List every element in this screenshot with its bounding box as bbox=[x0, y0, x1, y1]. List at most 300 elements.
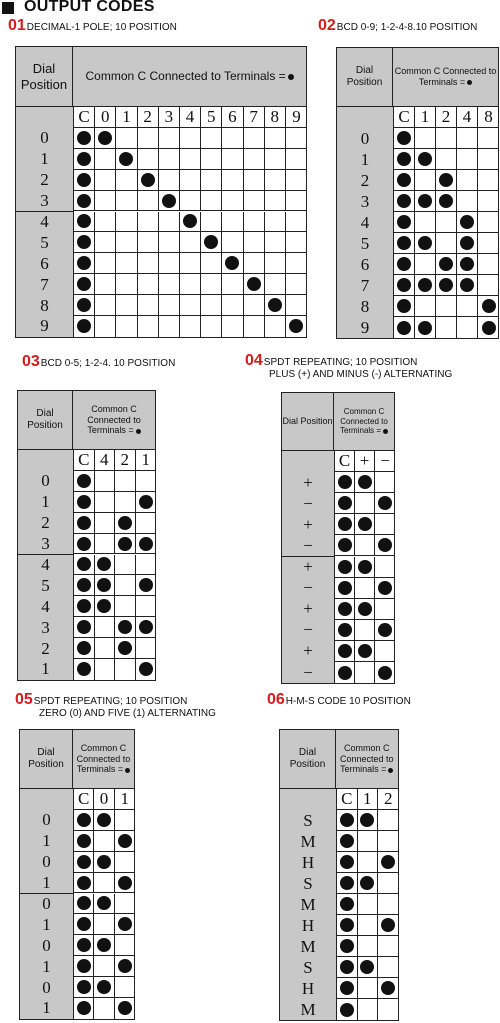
grid-cell bbox=[375, 578, 395, 599]
table-row bbox=[337, 275, 499, 296]
grid-cell bbox=[378, 852, 399, 873]
grid-cell bbox=[94, 873, 114, 894]
connection-dot-icon bbox=[418, 236, 432, 250]
dial-position-value: 3 bbox=[16, 191, 74, 213]
grid-cell bbox=[358, 831, 379, 852]
grid-cell bbox=[115, 914, 135, 935]
table-row bbox=[282, 493, 395, 514]
grid-cell bbox=[355, 493, 375, 514]
terminal-header-blank bbox=[282, 451, 335, 473]
connection-dot-icon bbox=[97, 599, 111, 613]
grid-cell bbox=[415, 170, 436, 191]
grid-cell bbox=[286, 316, 307, 337]
terminal-label: C bbox=[74, 450, 95, 471]
connection-dot-icon bbox=[77, 474, 91, 488]
grid-cell bbox=[457, 296, 478, 317]
grid-cell bbox=[74, 149, 95, 170]
grid-cell bbox=[355, 514, 375, 535]
connection-dot-icon bbox=[183, 214, 197, 228]
connection-dot-icon bbox=[338, 644, 352, 658]
grid-cell bbox=[95, 274, 116, 295]
grid-cell bbox=[95, 596, 116, 617]
connection-dot-icon bbox=[97, 557, 111, 571]
table-row bbox=[18, 659, 156, 680]
grid-cell bbox=[358, 894, 379, 915]
grid-cell bbox=[478, 296, 499, 317]
grid-cell bbox=[74, 638, 95, 659]
grid-cell bbox=[478, 254, 499, 275]
grid-cell bbox=[436, 317, 457, 338]
grid-cell bbox=[335, 557, 355, 578]
connection-dot-icon bbox=[397, 321, 411, 335]
connection-dot-icon bbox=[340, 960, 354, 974]
table-row bbox=[337, 149, 499, 170]
grid-cell bbox=[436, 254, 457, 275]
grid-cell bbox=[138, 170, 159, 191]
section-subtitle: PLUS (+) AND MINUS (-) ALTERNATING bbox=[269, 369, 453, 380]
grid-cell bbox=[74, 810, 94, 831]
grid-cell bbox=[286, 191, 307, 212]
dial-position-value: + bbox=[282, 472, 335, 494]
grid-cell bbox=[358, 873, 379, 894]
table-row bbox=[20, 831, 135, 852]
connection-dot-icon bbox=[139, 495, 153, 509]
grid-cell bbox=[136, 596, 157, 617]
grid-cell bbox=[74, 852, 94, 873]
grid-cell bbox=[394, 191, 415, 212]
grid-cell bbox=[457, 128, 478, 149]
dial-position-value: 4 bbox=[16, 212, 74, 234]
connection-dot-icon bbox=[418, 278, 432, 292]
grid-cell bbox=[394, 149, 415, 170]
dial-position-value: 5 bbox=[16, 232, 74, 254]
section-heading-06 bbox=[267, 691, 411, 708]
section-title: BCD 0-9; 1-2-4-8.10 POSITION bbox=[336, 22, 478, 33]
grid-cell bbox=[74, 977, 94, 998]
connection-dot-icon bbox=[139, 578, 153, 592]
dial-position-value: 4 bbox=[18, 596, 74, 618]
connection-dot-icon bbox=[482, 321, 496, 335]
grid-cell bbox=[244, 149, 265, 170]
table-header bbox=[280, 730, 398, 789]
dial-position-value: + bbox=[282, 641, 335, 663]
grid-cell bbox=[201, 170, 222, 191]
grid-cell bbox=[74, 191, 95, 212]
grid-cell bbox=[116, 149, 137, 170]
dial-position-value: + bbox=[282, 514, 335, 536]
table-row bbox=[20, 873, 135, 894]
section-number: 06 bbox=[267, 691, 285, 708]
grid-cell bbox=[74, 212, 95, 233]
grid-cell bbox=[286, 232, 307, 253]
grid-cell bbox=[378, 936, 399, 957]
dial-position-value: H bbox=[280, 978, 337, 1000]
connection-dot-icon bbox=[358, 560, 372, 574]
connection-dot-icon bbox=[118, 959, 132, 973]
terminal-header-row bbox=[18, 450, 156, 471]
dial-position-value: 3 bbox=[18, 534, 74, 556]
grid-cell bbox=[378, 957, 399, 978]
dial-position-value: 4 bbox=[337, 212, 394, 234]
grid-cell bbox=[244, 191, 265, 212]
dial-position-value: 6 bbox=[16, 253, 74, 275]
dial-position-value: 1 bbox=[20, 956, 74, 978]
grid-cell bbox=[265, 128, 286, 149]
terminal-label: 5 bbox=[201, 107, 222, 128]
grid-cell bbox=[337, 894, 358, 915]
grid-cell bbox=[180, 149, 201, 170]
grid-cell bbox=[378, 915, 399, 936]
grid-cell bbox=[358, 999, 379, 1020]
connection-dot-icon bbox=[77, 1001, 91, 1015]
terminal-label: 0 bbox=[95, 107, 116, 128]
section-number: 02 bbox=[318, 17, 336, 34]
table-row bbox=[282, 472, 395, 493]
section-number: 05 bbox=[15, 691, 33, 708]
grid-cell bbox=[138, 316, 159, 337]
table-row bbox=[20, 852, 135, 873]
grid-cell bbox=[74, 894, 94, 915]
grid-cell bbox=[478, 191, 499, 212]
grid-cell bbox=[136, 471, 157, 492]
grid-cell bbox=[180, 212, 201, 233]
grid-cell bbox=[180, 253, 201, 274]
grid-cell bbox=[222, 316, 243, 337]
table-row bbox=[337, 212, 499, 233]
grid-cell bbox=[180, 191, 201, 212]
grid-cell bbox=[95, 534, 116, 555]
grid-cell bbox=[337, 852, 358, 873]
grid-cell bbox=[222, 274, 243, 295]
common-c-header bbox=[393, 48, 498, 106]
grid-cell bbox=[180, 295, 201, 316]
grid-cell bbox=[74, 831, 94, 852]
terminal-label: 8 bbox=[265, 107, 286, 128]
grid-cell bbox=[94, 977, 114, 998]
grid-cell bbox=[375, 620, 395, 641]
dial-position-value: 3 bbox=[337, 191, 394, 213]
grid-cell bbox=[74, 914, 94, 935]
section-heading-03 bbox=[22, 353, 176, 370]
grid-cell bbox=[375, 535, 395, 556]
dial-position-value: 1 bbox=[20, 831, 74, 853]
connection-dot-icon bbox=[97, 980, 111, 994]
output-code-table-06 bbox=[279, 729, 399, 1021]
dial-position-value: − bbox=[282, 535, 335, 557]
dial-position-value: H bbox=[280, 852, 337, 874]
grid-cell bbox=[136, 492, 157, 513]
terminal-label: C bbox=[335, 451, 355, 472]
connection-dot-icon bbox=[139, 620, 153, 634]
grid-cell bbox=[159, 212, 180, 233]
grid-cell bbox=[180, 128, 201, 149]
connection-dot-icon bbox=[439, 173, 453, 187]
table-row bbox=[20, 956, 135, 977]
grid-cell bbox=[115, 977, 135, 998]
terminal-label: 0 bbox=[94, 789, 114, 810]
grid-cell bbox=[375, 514, 395, 535]
table-row bbox=[337, 254, 499, 275]
connection-dot-icon bbox=[77, 813, 91, 827]
grid-cell bbox=[95, 191, 116, 212]
connection-dot-icon bbox=[225, 256, 239, 270]
connection-dot-icon bbox=[378, 666, 392, 680]
table-row bbox=[18, 555, 156, 576]
terminal-label: 2 bbox=[138, 107, 159, 128]
table-row bbox=[16, 212, 307, 233]
grid-cell bbox=[74, 575, 95, 596]
grid-cell bbox=[436, 296, 457, 317]
grid-cell bbox=[115, 555, 136, 576]
grid-cell bbox=[355, 472, 375, 493]
terminal-label: 1 bbox=[358, 789, 379, 810]
grid-cell bbox=[457, 191, 478, 212]
grid-cell bbox=[337, 936, 358, 957]
table-row bbox=[280, 852, 399, 873]
grid-cell bbox=[244, 295, 265, 316]
dial-position-value: − bbox=[282, 620, 335, 642]
grid-cell bbox=[159, 191, 180, 212]
connection-dot-icon bbox=[162, 194, 176, 208]
grid-cell bbox=[478, 149, 499, 170]
grid-cell bbox=[457, 317, 478, 338]
dot-icon bbox=[467, 80, 472, 85]
grid-cell bbox=[337, 873, 358, 894]
dial-position-value: 6 bbox=[337, 254, 394, 276]
common-c-header-text: Common C Connected to Terminals = bbox=[76, 742, 131, 775]
grid-cell bbox=[95, 253, 116, 274]
table-row bbox=[16, 170, 307, 191]
grid-cell bbox=[375, 662, 395, 683]
grid-cell bbox=[457, 233, 478, 254]
grid-cell bbox=[74, 232, 95, 253]
grid-cell bbox=[436, 233, 457, 254]
connection-dot-icon bbox=[289, 319, 303, 333]
grid-cell bbox=[74, 617, 95, 638]
grid-cell bbox=[74, 471, 95, 492]
connection-dot-icon bbox=[118, 834, 132, 848]
grid-cell bbox=[335, 535, 355, 556]
grid-cell bbox=[394, 296, 415, 317]
connection-dot-icon bbox=[97, 896, 111, 910]
terminal-label: + bbox=[355, 451, 375, 472]
terminal-label: 7 bbox=[244, 107, 265, 128]
connection-dot-icon bbox=[98, 131, 112, 145]
grid-cell bbox=[478, 317, 499, 338]
grid-cell bbox=[335, 493, 355, 514]
grid-cell bbox=[335, 641, 355, 662]
connection-dot-icon bbox=[338, 475, 352, 489]
table-row bbox=[280, 978, 399, 999]
grid-cell bbox=[159, 316, 180, 337]
connection-dot-icon bbox=[397, 194, 411, 208]
connection-dot-icon bbox=[77, 256, 91, 270]
dial-position-value: 2 bbox=[16, 170, 74, 192]
grid-cell bbox=[138, 274, 159, 295]
connection-dot-icon bbox=[439, 194, 453, 208]
grid-cell bbox=[95, 659, 116, 680]
connection-dot-icon bbox=[77, 319, 91, 333]
dial-position-header: Dial Position bbox=[337, 48, 393, 106]
grid-cell bbox=[74, 596, 95, 617]
connection-dot-icon bbox=[77, 620, 91, 634]
section-number: 03 bbox=[22, 353, 40, 370]
table-row bbox=[280, 957, 399, 978]
grid-cell bbox=[355, 599, 375, 620]
grid-cell bbox=[115, 998, 135, 1019]
grid-cell bbox=[244, 316, 265, 337]
connection-dot-icon bbox=[340, 981, 354, 995]
dial-position-value: + bbox=[282, 557, 335, 579]
dial-position-value: 0 bbox=[16, 128, 74, 150]
grid-cell bbox=[394, 275, 415, 296]
table-header bbox=[337, 48, 498, 107]
dial-position-value: 8 bbox=[16, 295, 74, 317]
output-code-table-01 bbox=[15, 46, 307, 338]
grid-cell bbox=[74, 253, 95, 274]
connection-dot-icon bbox=[77, 235, 91, 249]
table-header bbox=[20, 730, 134, 789]
grid-cell bbox=[355, 620, 375, 641]
grid-cell bbox=[415, 212, 436, 233]
grid-cell bbox=[201, 274, 222, 295]
grid-cell bbox=[335, 578, 355, 599]
grid-cell bbox=[115, 575, 136, 596]
connection-dot-icon bbox=[77, 980, 91, 994]
connection-dot-icon bbox=[397, 215, 411, 229]
connection-dot-icon bbox=[378, 538, 392, 552]
connection-dot-icon bbox=[118, 641, 132, 655]
grid-cell bbox=[180, 316, 201, 337]
dial-position-header: Dial Position bbox=[16, 47, 73, 106]
connection-dot-icon bbox=[338, 517, 352, 531]
common-c-header-text: Common C Connected to Terminals = bbox=[339, 742, 394, 775]
table-row bbox=[20, 914, 135, 935]
connection-dot-icon bbox=[378, 496, 392, 510]
connection-dot-icon bbox=[139, 537, 153, 551]
grid-cell bbox=[335, 662, 355, 683]
grid-cell bbox=[115, 659, 136, 680]
grid-cell bbox=[95, 638, 116, 659]
grid-cell bbox=[138, 212, 159, 233]
grid-cell bbox=[265, 149, 286, 170]
grid-cell bbox=[457, 275, 478, 296]
table-row bbox=[16, 253, 307, 274]
grid-cell bbox=[375, 641, 395, 662]
connection-dot-icon bbox=[77, 896, 91, 910]
grid-cell bbox=[94, 956, 114, 977]
table-row bbox=[280, 894, 399, 915]
grid-cell bbox=[115, 935, 135, 956]
table-row bbox=[337, 170, 499, 191]
dial-position-value: 7 bbox=[16, 274, 74, 296]
grid-cell bbox=[337, 831, 358, 852]
connection-dot-icon bbox=[360, 876, 374, 890]
grid-cell bbox=[358, 978, 379, 999]
terminal-header-row bbox=[20, 789, 135, 810]
grid-cell bbox=[138, 191, 159, 212]
grid-cell bbox=[394, 254, 415, 275]
grid-cell bbox=[222, 170, 243, 191]
connection-dot-icon bbox=[378, 623, 392, 637]
section-title: H-M-S CODE 10 POSITION bbox=[285, 696, 411, 707]
table-row bbox=[16, 295, 307, 316]
grid-cell bbox=[95, 128, 116, 149]
table-row bbox=[18, 596, 156, 617]
dial-position-value: 0 bbox=[20, 935, 74, 957]
grid-cell bbox=[286, 253, 307, 274]
connection-dot-icon bbox=[482, 299, 496, 313]
grid-cell bbox=[201, 253, 222, 274]
table-row bbox=[18, 575, 156, 596]
grid-cell bbox=[244, 274, 265, 295]
connection-dot-icon bbox=[77, 662, 91, 676]
connection-dot-icon bbox=[418, 194, 432, 208]
connection-dot-icon bbox=[204, 235, 218, 249]
grid-cell bbox=[201, 191, 222, 212]
grid-cell bbox=[394, 233, 415, 254]
section-heading-01 bbox=[8, 17, 177, 34]
grid-cell bbox=[115, 852, 135, 873]
grid-cell bbox=[286, 170, 307, 191]
grid-cell bbox=[95, 617, 116, 638]
grid-cell bbox=[244, 253, 265, 274]
grid-cell bbox=[222, 191, 243, 212]
connection-dot-icon bbox=[340, 918, 354, 932]
grid-cell bbox=[74, 555, 95, 576]
table-header bbox=[16, 47, 306, 107]
connection-dot-icon bbox=[97, 855, 111, 869]
connection-dot-icon bbox=[77, 131, 91, 145]
terminal-header-row bbox=[337, 107, 499, 128]
grid-cell bbox=[201, 232, 222, 253]
grid-cell bbox=[116, 232, 137, 253]
grid-cell bbox=[136, 638, 157, 659]
grid-cell bbox=[375, 557, 395, 578]
connection-dot-icon bbox=[77, 834, 91, 848]
grid-cell bbox=[335, 620, 355, 641]
grid-cell bbox=[358, 810, 379, 831]
grid-cell bbox=[159, 295, 180, 316]
grid-cell bbox=[74, 534, 95, 555]
grid-cell bbox=[415, 254, 436, 275]
grid-cell bbox=[337, 999, 358, 1020]
common-c-header-text: Common C Connected to Terminals = bbox=[87, 403, 141, 436]
connection-dot-icon bbox=[118, 876, 132, 890]
terminal-label: 4 bbox=[457, 107, 478, 128]
connection-dot-icon bbox=[340, 876, 354, 890]
grid-cell bbox=[265, 170, 286, 191]
grid-cell bbox=[116, 253, 137, 274]
grid-cell bbox=[378, 999, 399, 1020]
grid-cell bbox=[159, 274, 180, 295]
connection-dot-icon bbox=[77, 495, 91, 509]
grid-cell bbox=[478, 170, 499, 191]
grid-cell bbox=[244, 128, 265, 149]
grid-cell bbox=[375, 472, 395, 493]
dial-position-value: 8 bbox=[337, 296, 394, 318]
table-row bbox=[282, 514, 395, 535]
connection-dot-icon bbox=[268, 298, 282, 312]
output-code-table-04 bbox=[281, 392, 395, 684]
connection-dot-icon bbox=[439, 278, 453, 292]
grid-cell bbox=[180, 232, 201, 253]
grid-cell bbox=[378, 831, 399, 852]
connection-dot-icon bbox=[77, 959, 91, 973]
grid-cell bbox=[436, 170, 457, 191]
connection-dot-icon bbox=[77, 938, 91, 952]
grid-cell bbox=[136, 659, 157, 680]
